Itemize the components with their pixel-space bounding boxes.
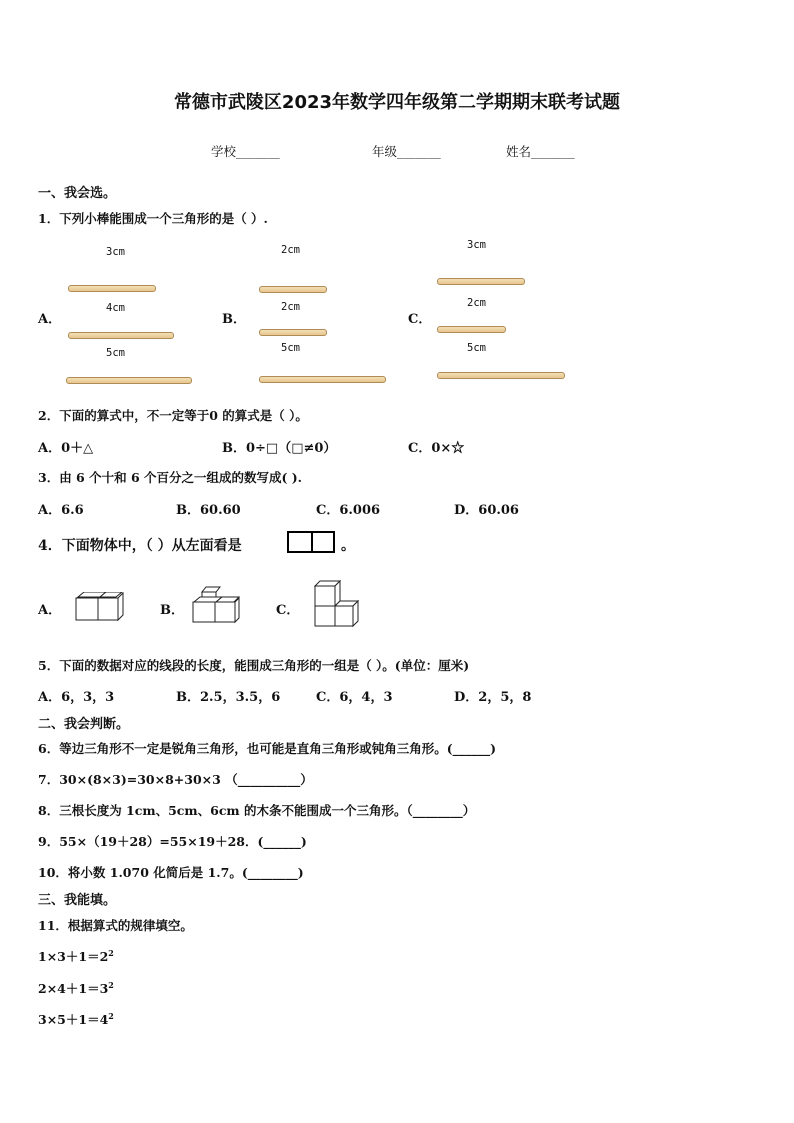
question-6: 6．等边三角形不一定是锐角三角形，也可能是直角三角形或钝角三角形。(______) <box>38 741 497 756</box>
q5-option-a[interactable]: A．6，3，3 <box>38 690 115 705</box>
q11-equation-2 <box>38 979 114 997</box>
q4-left-view-figure <box>287 531 335 553</box>
q1-c-stick3 <box>437 372 565 379</box>
q1-option-b[interactable]: B． <box>222 312 246 327</box>
q11-equation-1 <box>38 947 114 965</box>
q1-a-stick1 <box>68 285 156 292</box>
question-2: 2．下面的算式中，不一定等于0 的算式是（ ）。 <box>38 408 308 423</box>
school-field[interactable]: 学校_______ <box>211 144 280 159</box>
q11-equation-1-exponent: 2 <box>108 947 114 958</box>
question-3: 3．由 6 个十和 6 个百分之一组成的数写成( ). <box>38 470 303 485</box>
question-7: 7．30×(8×3)=30×8+30×3 （__________） <box>38 772 313 787</box>
q1-b-stick3 <box>259 376 386 383</box>
q1-b-stick1-label: 2cm <box>281 244 300 256</box>
q4-option-c[interactable]: C． <box>276 603 300 618</box>
q1-c-stick2 <box>437 326 506 333</box>
q11-equation-3-text: 3×5＋1＝4 <box>38 1012 109 1027</box>
q2-option-a[interactable]: A．0＋△ <box>38 441 94 456</box>
question-5: 5．下面的数据对应的线段的长度，能围成三角形的一组是（ ）。(单位：厘米) <box>38 658 470 673</box>
q1-c-stick3-label: 5cm <box>467 342 486 354</box>
q11-equation-2-text: 2×4＋1＝3 <box>38 981 109 996</box>
q1-option-c[interactable]: C． <box>408 312 432 327</box>
q11-equation-3-exponent: 2 <box>108 1010 114 1021</box>
q3-option-c[interactable]: C．6.006 <box>316 503 381 518</box>
q11-equation-3 <box>38 1010 114 1028</box>
q5-option-d[interactable]: D．2，5，8 <box>454 690 532 705</box>
section-2-heading: 二、我会判断。 <box>38 717 130 732</box>
q3-option-d[interactable]: D．60.06 <box>454 503 519 518</box>
q2-option-b[interactable]: B．0÷□（□≠0） <box>222 441 337 456</box>
page-title: 常德市武陵区2023年数学四年级第二学期期末联考试题 <box>173 92 621 113</box>
q1-b-stick2 <box>259 329 327 336</box>
q5-option-c[interactable]: C．6，4，3 <box>316 690 393 705</box>
q1-a-stick3-label: 5cm <box>106 347 125 359</box>
question-11: 11．根据算式的规律填空。 <box>38 918 193 933</box>
question-4-end: 。 <box>341 538 355 554</box>
q1-b-stick1 <box>259 286 327 293</box>
q1-b-stick2-label: 2cm <box>281 301 300 313</box>
q1-c-stick1 <box>437 278 525 285</box>
name-field[interactable]: 姓名_______ <box>506 144 575 159</box>
q1-b-stick3-label: 5cm <box>281 342 300 354</box>
q4-option-b[interactable]: B． <box>160 603 184 618</box>
q3-option-a[interactable]: A．6.6 <box>38 503 84 518</box>
q4-a-cube-figure <box>72 592 124 624</box>
section-3-heading: 三、我能填。 <box>38 893 117 908</box>
q1-c-stick1-label: 3cm <box>467 239 486 251</box>
section-1-heading: 一、我会选。 <box>38 186 117 201</box>
q4-option-a[interactable]: A． <box>38 603 62 618</box>
q1-a-stick1-label: 3cm <box>106 246 125 258</box>
q2-option-c[interactable]: C．0×☆ <box>408 441 465 456</box>
question-1: 1．下列小棒能围成一个三角形的是（ ）. <box>38 211 268 226</box>
q1-a-stick2 <box>68 332 174 339</box>
q11-equation-1-text: 1×3＋1＝2 <box>38 949 109 964</box>
grade-field[interactable]: 年级_______ <box>372 144 441 159</box>
q3-option-b[interactable]: B．60.60 <box>176 503 241 518</box>
q4-c-cube-figure <box>312 580 362 630</box>
q1-option-a[interactable]: A． <box>38 312 62 327</box>
q5-option-b[interactable]: B．2.5，3.5，6 <box>176 690 281 705</box>
question-9: 9．55×（19＋28）=55×19＋28．(______) <box>38 834 307 849</box>
q1-c-stick2-label: 2cm <box>467 297 486 309</box>
q1-a-stick2-label: 4cm <box>106 302 125 314</box>
question-10: 10．将小数 1.070 化简后是 1.7。(________) <box>38 865 304 880</box>
q11-equation-2-exponent: 2 <box>108 979 114 990</box>
question-4: 4．下面物体中，（ ）从左面看是 <box>38 538 242 554</box>
q4-b-cube-figure <box>190 586 240 626</box>
q1-a-stick3 <box>66 377 192 384</box>
question-8: 8．三根长度为 1cm、5cm、6cm 的木条不能围成一个三角形。（________） <box>38 803 476 818</box>
